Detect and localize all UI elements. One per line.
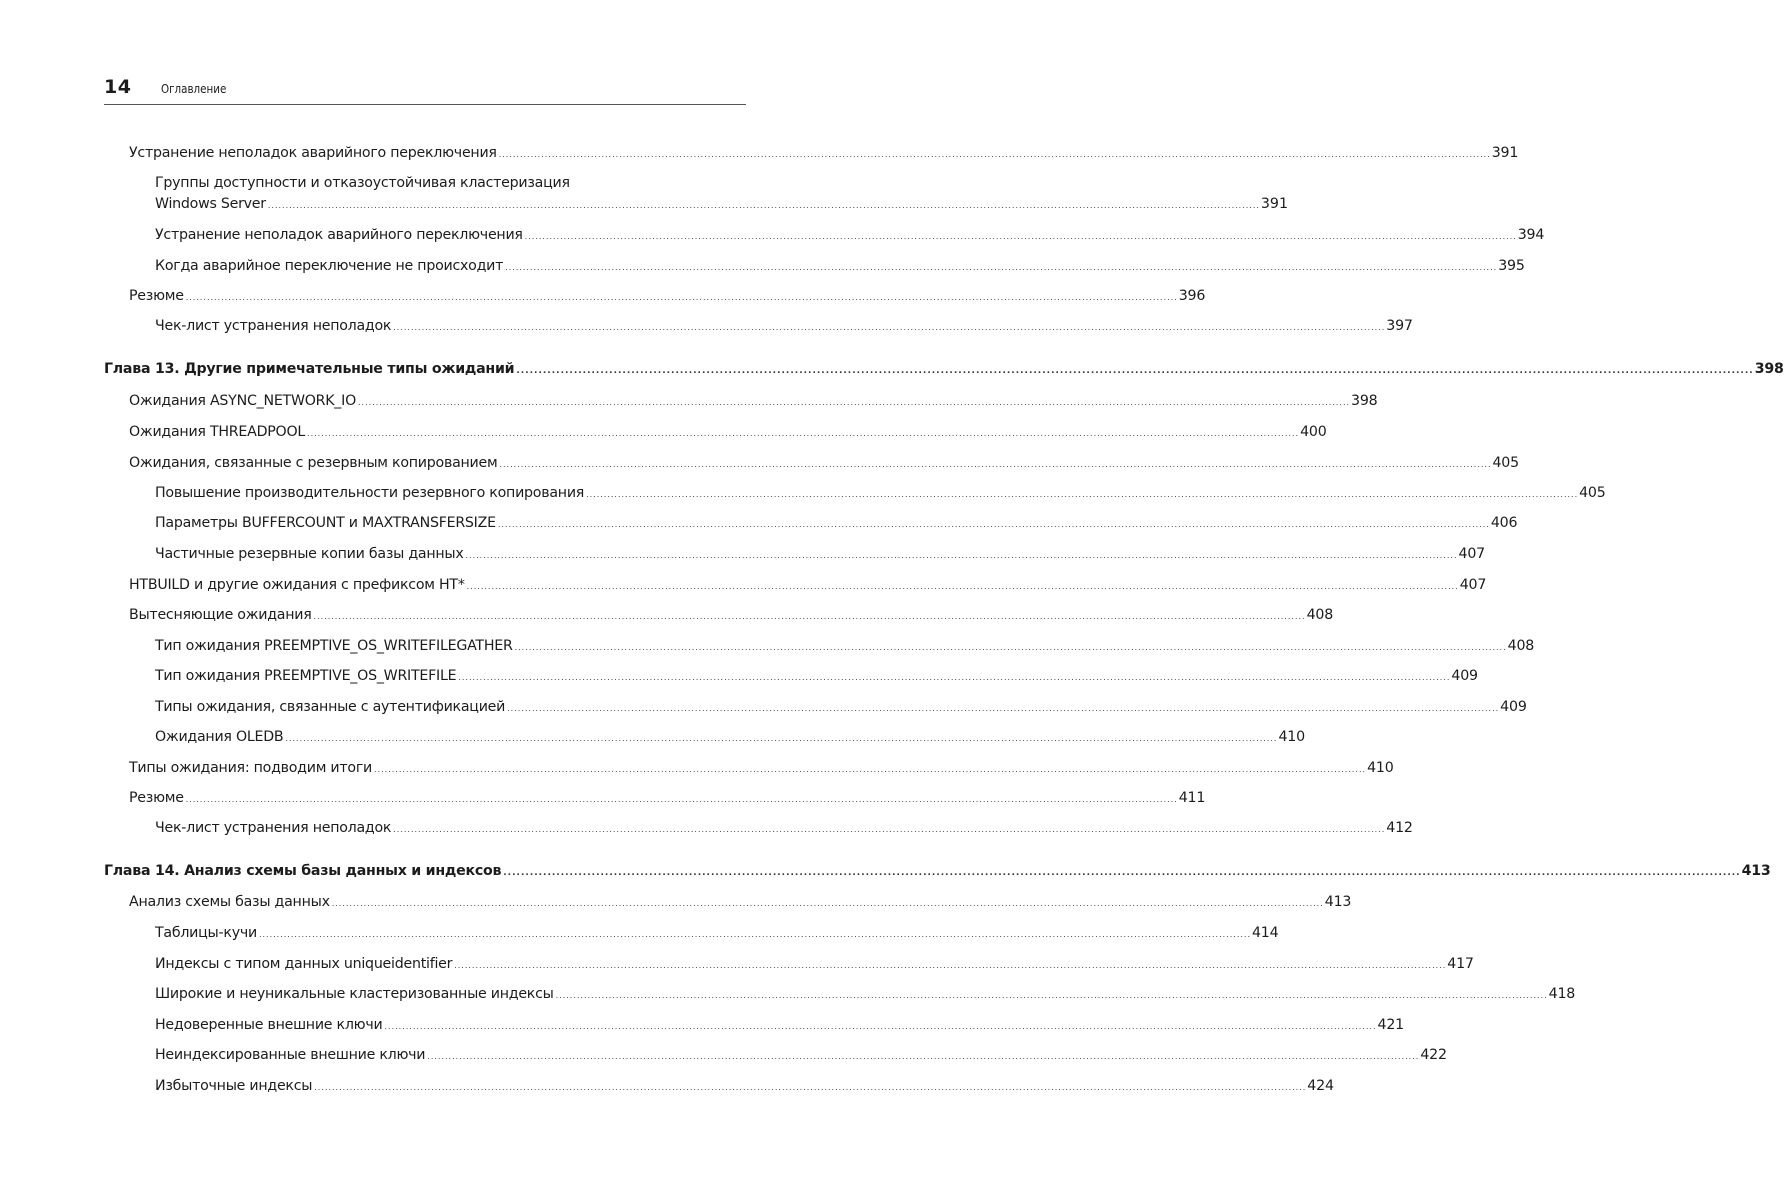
toc-entry-page: 408 — [1507, 638, 1535, 654]
toc-entry — [155, 923, 1279, 945]
page-number: 14 — [104, 76, 132, 98]
dot-leader: ........................................................................................................................................................................................................................................................................................ — [427, 1052, 1420, 1061]
toc-chapter-entry — [104, 861, 1771, 883]
dot-leader: ........................................................................................................................................................................................................................................................................................ — [466, 582, 1459, 591]
toc-entry-title: Резюме — [129, 288, 184, 304]
dot-leader: ........................................................................................................................................................................................................................................................................................ — [307, 429, 1300, 438]
dot-leader: ........................................................................................................................................................................................................................................................................................ — [384, 1022, 1377, 1031]
toc-entry — [155, 1076, 1334, 1098]
toc-entry-title: Ожидания THREADPOOL — [129, 424, 306, 440]
dot-leader: ........................................................................................................................................................................................................................................................................................ — [185, 795, 1178, 804]
toc-entry-page: 395 — [1498, 258, 1525, 274]
dot-leader: ........................................................................................................................................................................................................................................................................................ — [393, 323, 1386, 332]
toc-chapter-page: 398 — [1754, 361, 1784, 377]
dot-leader: ........................................................................................................................................................................................................................................................................................ — [374, 765, 1367, 774]
dot-leader: ........................................................................................................................................................................................................................................................................................ — [185, 293, 1178, 302]
toc-entry-page: 413 — [1324, 894, 1352, 910]
dot-leader: ........................................................................................................................................................................................................................................................................................ — [586, 490, 1579, 499]
toc-chapter-page: 413 — [1741, 863, 1771, 879]
toc-entry-page: 407 — [1458, 546, 1485, 562]
dot-leader: ........................................................................................................................................................................................................................................................................................ — [313, 612, 1306, 621]
toc-entry-page: 422 — [1420, 1047, 1447, 1063]
toc-entry — [155, 727, 1305, 749]
dot-leader: ........................................................................................................................................................................................................................................................................................ — [555, 991, 1548, 1000]
toc-entry — [155, 256, 1525, 278]
toc-entry-title: Повышение производительности резервного копирования — [155, 485, 585, 501]
dot-leader: ........................................................................................................................................................................................................................................................................................ — [507, 704, 1500, 713]
toc-entry-page: 411 — [1178, 790, 1206, 806]
toc-entry — [129, 391, 1378, 413]
toc-entry-page: 409 — [1500, 699, 1527, 715]
toc-entry-page: 409 — [1451, 668, 1478, 684]
toc-entry-title: Индексы с типом данных uniqueidentifier — [155, 956, 453, 972]
toc-entry-title: Частичные резервные копии базы данных — [155, 546, 464, 562]
dot-leader: ........................................................................................................................................................................................................................................................................................ — [331, 899, 1324, 908]
toc-entry-title: Недоверенные внешние ключи — [155, 1017, 383, 1033]
toc-entry-page: 408 — [1306, 607, 1334, 623]
dot-leader: ........................................................................................................................................................................................................................................................................................ — [258, 930, 1251, 939]
toc-entry-title: Таблицы-кучи — [155, 925, 257, 941]
toc-chapter-entry — [104, 359, 1784, 381]
toc-entry — [129, 422, 1327, 444]
toc-entry-title: Вытесняющие ожидания — [129, 607, 312, 623]
toc-entry-title: Чек-лист устранения неполадок — [155, 318, 392, 334]
dot-leader: ........................................................................................................................................................................................................................................................................................ — [358, 398, 1351, 407]
dot-leader: ........................................................................................................................................................................................................................................................................................ — [524, 232, 1517, 241]
toc-entry — [129, 605, 1334, 627]
toc-entry — [129, 575, 1487, 597]
toc-entry — [155, 666, 1478, 688]
toc-entry-title-line2: Windows Server — [155, 196, 266, 212]
toc-entry-page: 397 — [1386, 318, 1413, 334]
dot-leader: ........................................................................................................................................................................................................................................................................................ — [505, 263, 1498, 272]
toc-entry — [155, 636, 1535, 658]
toc-entry-page: 406 — [1490, 515, 1518, 531]
toc-entry-page: 418 — [1548, 986, 1576, 1002]
dot-leader: ........................................................................................................................................................................................................................................................................................ — [498, 150, 1491, 159]
toc-entry-page: 410 — [1278, 729, 1305, 745]
toc-entry — [155, 225, 1545, 247]
toc-entry-title: Параметры BUFFERCOUNT и MAXTRANSFERSIZE — [155, 515, 496, 531]
toc-entry-title: HTBUILD и другие ожидания с префиксом HT* — [129, 577, 465, 593]
dot-leader: ........................................................................................................................................................................................................................................................................................ — [454, 961, 1447, 970]
toc-entry — [129, 143, 1519, 165]
toc-entry-title: Типы ожидания, связанные с аутентификацией — [155, 699, 506, 715]
toc-entry-title: Ожидания ASYNC_NETWORK_IO — [129, 393, 356, 409]
toc-entry — [155, 984, 1576, 1006]
toc-entry-page: 407 — [1459, 577, 1487, 593]
toc-entry — [155, 483, 1606, 505]
toc-entry-title: Неиндексированные внешние ключи — [155, 1047, 426, 1063]
toc-entry-page: 391 — [1260, 196, 1288, 212]
toc-entry-page: 396 — [1178, 288, 1206, 304]
toc-entry-title: Чек-лист устранения неполадок — [155, 820, 392, 836]
toc-entry-title: Устранение неполадок аварийного переключения — [129, 145, 497, 161]
toc-entry-page: 400 — [1300, 424, 1327, 440]
dot-leader: ........................................................................................................................................................................................................................................................................................ — [393, 825, 1386, 834]
dot-leader: ........................................................................................................................................................................................................................................................................................ — [465, 551, 1458, 560]
toc-entry — [129, 286, 1206, 308]
toc-entry — [129, 453, 1519, 475]
dot-leader: ........................................................................................................................................................................................................................................................................................ — [458, 673, 1451, 682]
toc-entry-title: Избыточные индексы — [155, 1078, 313, 1094]
dot-leader: ........................................................................................................................................................................................................................................................................................ — [514, 643, 1507, 652]
dot-leader: ........................................................................................................................................................................................................................................................................................ — [267, 201, 1260, 210]
toc-entry — [155, 1015, 1404, 1037]
dot-leader: ........................................................................................................................................................................................................................................................................................ — [503, 868, 1741, 878]
toc-entry — [129, 788, 1206, 810]
toc-entry-title: Устранение неполадок аварийного переключения — [155, 227, 523, 243]
toc-entry-page: 394 — [1517, 227, 1545, 243]
toc-entry-page: 414 — [1251, 925, 1279, 941]
toc-entry-page: 424 — [1307, 1078, 1334, 1094]
dot-leader: ........................................................................................................................................................................................................................................................................................ — [497, 520, 1490, 529]
toc-entry-page: 405 — [1579, 485, 1606, 501]
toc-entry — [129, 758, 1394, 780]
toc-entry-title: Ожидания, связанные с резервным копированием — [129, 455, 498, 471]
toc-entry — [155, 544, 1485, 566]
toc-entry — [155, 316, 1413, 338]
toc-entry-title: Широкие и неуникальные кластеризованные индексы — [155, 986, 554, 1002]
toc-entry-page: 412 — [1386, 820, 1413, 836]
toc-entry-title: Тип ожидания PREEMPTIVE_OS_WRITEFILEGATHER — [155, 638, 513, 654]
dot-leader: ........................................................................................................................................................................................................................................................................................ — [314, 1083, 1307, 1092]
toc-chapter-title: Глава 13. Другие примечательные типы ожиданий — [104, 361, 515, 377]
toc-entry — [155, 818, 1413, 840]
toc-entry-title-line1: Группы доступности и отказоустойчивая кластеризация — [155, 175, 570, 191]
dot-leader: ........................................................................................................................................................................................................................................................................................ — [499, 460, 1492, 469]
toc-entry-title: Ожидания OLEDB — [155, 729, 284, 745]
toc-entry — [155, 513, 1518, 535]
dot-leader: ........................................................................................................................................................................................................................................................................................ — [285, 734, 1278, 743]
toc-entry-page: 405 — [1492, 455, 1519, 471]
toc-entry-title: Типы ожидания: подводим итоги — [129, 760, 373, 776]
toc-entry — [129, 892, 1352, 914]
page-header — [104, 74, 746, 105]
toc-entry — [155, 173, 1288, 216]
toc-entry-page: 391 — [1491, 145, 1519, 161]
toc-chapter-title: Глава 14. Анализ схемы базы данных и индексов — [104, 863, 502, 879]
toc-entry-title: Тип ожидания PREEMPTIVE_OS_WRITEFILE — [155, 668, 457, 684]
toc-entry-title: Резюме — [129, 790, 184, 806]
toc-entry-title: Анализ схемы базы данных — [129, 894, 330, 910]
toc-entry-page: 398 — [1351, 393, 1378, 409]
toc-entry-page: 421 — [1377, 1017, 1404, 1033]
toc-entry-page: 410 — [1367, 760, 1394, 776]
toc-entry — [155, 1045, 1447, 1067]
toc-entry — [155, 697, 1527, 719]
running-title: Оглавление — [161, 82, 227, 96]
toc-entry-title: Когда аварийное переключение не происходит — [155, 258, 504, 274]
toc-entry-page: 417 — [1447, 956, 1474, 972]
dot-leader: ........................................................................................................................................................................................................................................................................................ — [516, 366, 1754, 376]
toc-entry — [155, 954, 1474, 976]
